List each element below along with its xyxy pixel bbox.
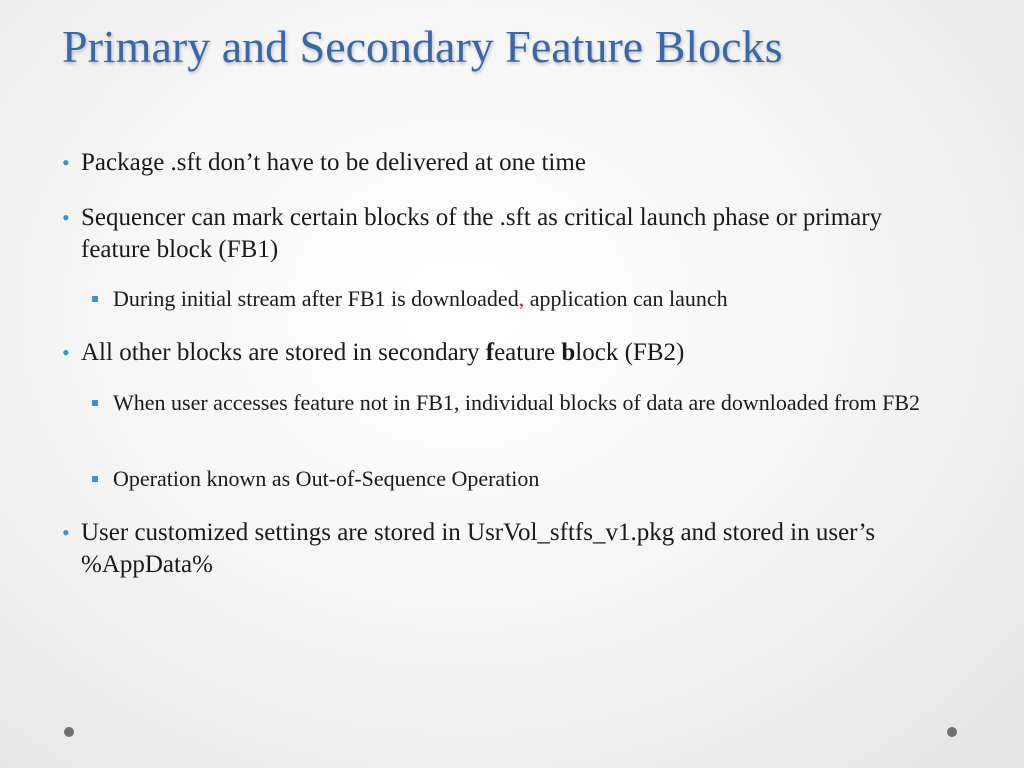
bullet-dot-icon: • bbox=[62, 340, 70, 365]
corner-dot-icon bbox=[947, 727, 957, 737]
bold-letter: f bbox=[485, 339, 495, 366]
sub-bullet-text-part: During initial stream after FB1 is downloaded bbox=[113, 286, 519, 311]
highlighted-comma: , bbox=[518, 286, 525, 311]
square-bullet-icon bbox=[92, 400, 98, 406]
bullet-item bbox=[62, 337, 942, 369]
sub-bullet-text: Operation known as Out-of-Sequence Operation bbox=[113, 466, 540, 491]
bullet-dot-icon: • bbox=[62, 520, 70, 545]
bullet-text: Package .sft don’t have to be delivered at one time bbox=[81, 149, 586, 176]
bullet-text-part: eature bbox=[494, 339, 562, 366]
bullet-text: User customized settings are stored in UsrVol_sftfs_v1.pkg and stored in user’s %AppData% bbox=[81, 519, 876, 578]
slide-title: Primary and Secondary Feature Blocks bbox=[62, 21, 783, 72]
square-bullet-icon bbox=[92, 296, 98, 302]
sub-bullet-item bbox=[92, 465, 932, 493]
sub-bullet-text: When user accesses feature not in FB1, individual blocks of data are downloaded from FB2 bbox=[113, 390, 921, 415]
bullet-item bbox=[62, 202, 942, 266]
sub-bullet-text bbox=[113, 285, 932, 313]
sub-bullet-item bbox=[92, 285, 932, 313]
bullet-text: Sequencer can mark certain blocks of the .sft as critical launch phase or primary feature block (FB1) bbox=[81, 204, 883, 263]
sub-bullet-item bbox=[92, 389, 932, 417]
sub-bullet-text-part: application can launch bbox=[524, 286, 728, 311]
bullet-item bbox=[62, 517, 942, 581]
bullet-dot-icon: • bbox=[62, 205, 70, 230]
bullet-dot-icon: • bbox=[62, 150, 70, 175]
bullet-item bbox=[62, 147, 942, 179]
bullet-text-part: All other blocks are stored in secondary bbox=[81, 339, 486, 366]
square-bullet-icon bbox=[92, 476, 98, 482]
bold-letter: b bbox=[561, 339, 576, 366]
bullet-text-part: lock (FB2) bbox=[575, 339, 685, 366]
bullet-text bbox=[81, 337, 942, 369]
corner-dot-icon bbox=[64, 727, 74, 737]
